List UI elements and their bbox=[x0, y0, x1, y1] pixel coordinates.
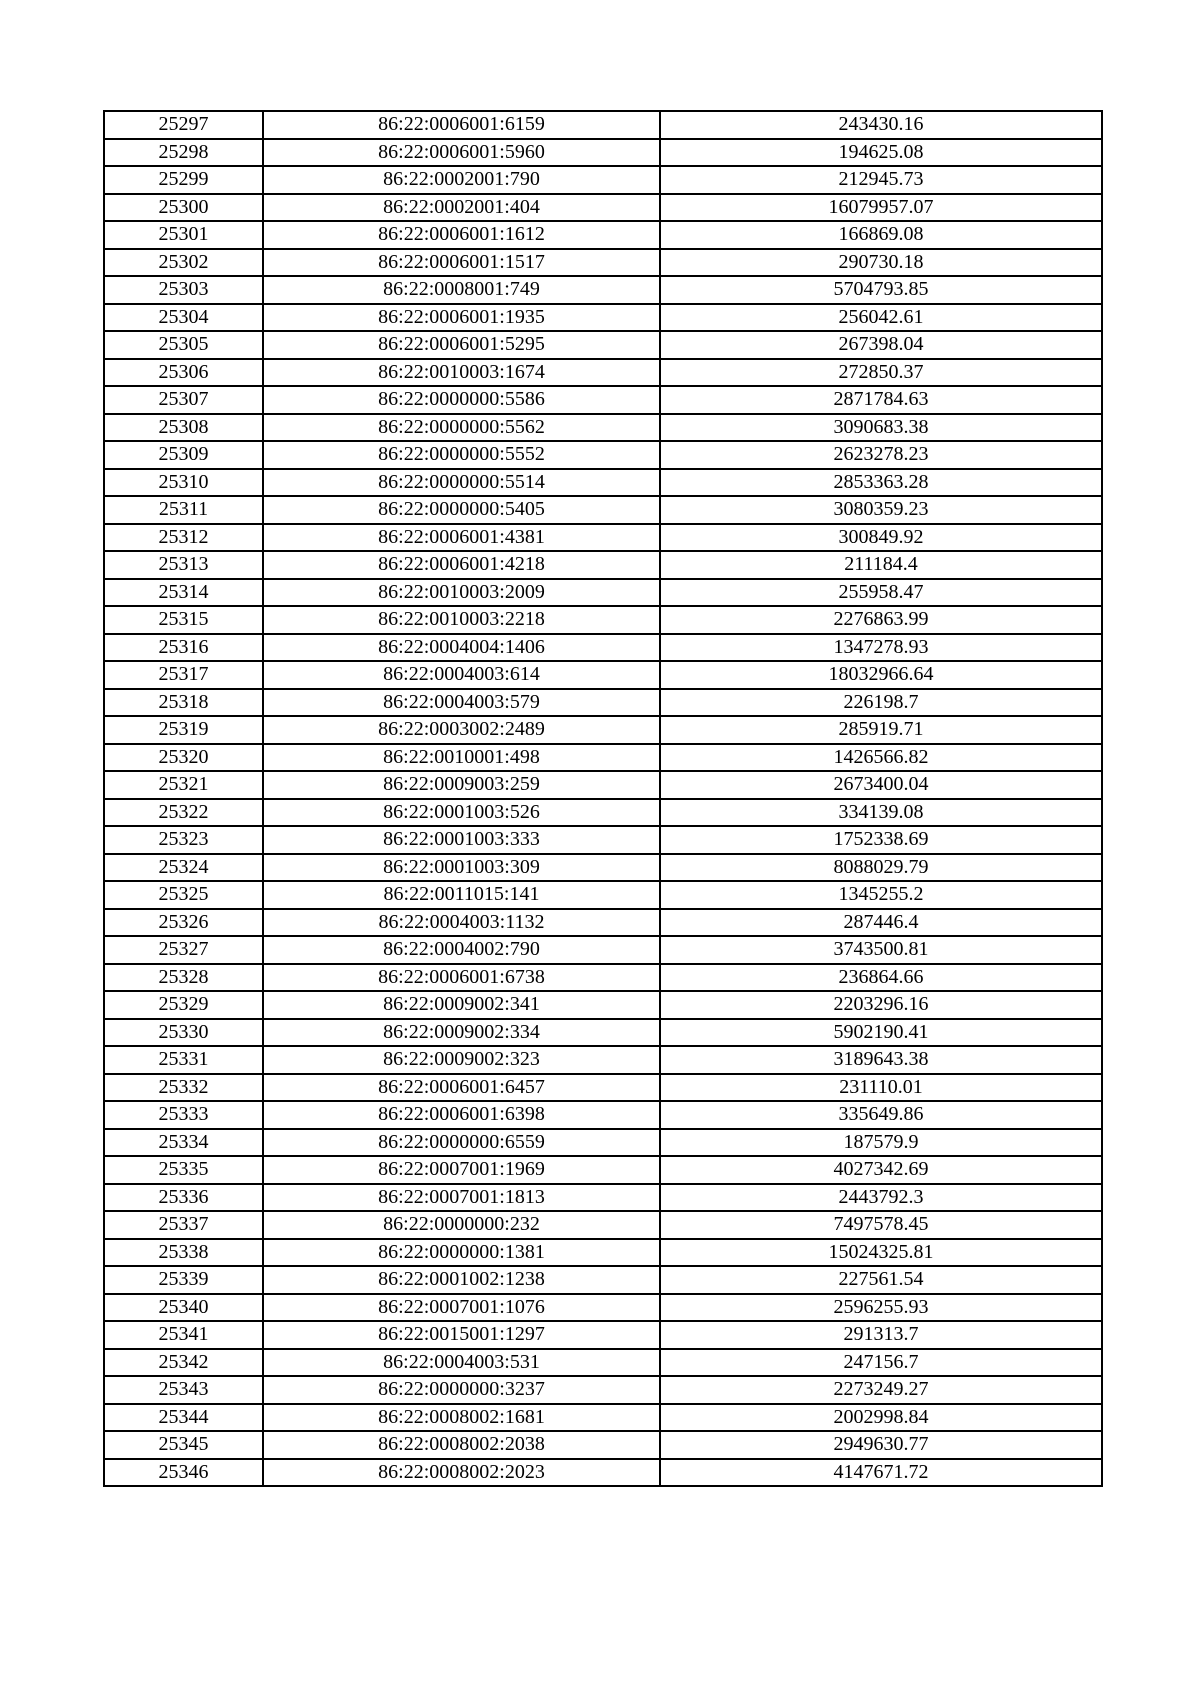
row-number-cell: 25331 bbox=[104, 1046, 263, 1074]
row-number-cell: 25317 bbox=[104, 661, 263, 689]
value-cell: 267398.04 bbox=[660, 331, 1102, 359]
cadastral-number-cell: 86:22:0000000:1381 bbox=[263, 1239, 660, 1267]
table-row bbox=[104, 991, 1102, 1019]
row-number-cell: 25345 bbox=[104, 1431, 263, 1459]
value-cell: 3090683.38 bbox=[660, 414, 1102, 442]
value-cell: 3189643.38 bbox=[660, 1046, 1102, 1074]
cadastral-number-cell: 86:22:0008002:1681 bbox=[263, 1404, 660, 1432]
cadastral-number-cell: 86:22:0000000:3237 bbox=[263, 1376, 660, 1404]
cadastral-number-cell: 86:22:0015001:1297 bbox=[263, 1321, 660, 1349]
cadastral-number-cell: 86:22:0011015:141 bbox=[263, 881, 660, 909]
value-cell: 243430.16 bbox=[660, 111, 1102, 139]
row-number-cell: 25333 bbox=[104, 1101, 263, 1129]
table-row bbox=[104, 1239, 1102, 1267]
cadastral-number-cell: 86:22:0008002:2023 bbox=[263, 1459, 660, 1487]
cadastral-number-cell: 86:22:0006001:4381 bbox=[263, 524, 660, 552]
table-row bbox=[104, 1349, 1102, 1377]
value-cell: 194625.08 bbox=[660, 139, 1102, 167]
row-number-cell: 25309 bbox=[104, 441, 263, 469]
cadastral-number-cell: 86:22:0006001:6159 bbox=[263, 111, 660, 139]
row-number-cell: 25330 bbox=[104, 1019, 263, 1047]
table-row bbox=[104, 964, 1102, 992]
row-number-cell: 25304 bbox=[104, 304, 263, 332]
row-number-cell: 25319 bbox=[104, 716, 263, 744]
value-cell: 3080359.23 bbox=[660, 496, 1102, 524]
cadastral-number-cell: 86:22:0000000:5514 bbox=[263, 469, 660, 497]
table-row bbox=[104, 304, 1102, 332]
value-cell: 2949630.77 bbox=[660, 1431, 1102, 1459]
cadastral-number-cell: 86:22:0000000:232 bbox=[263, 1211, 660, 1239]
table-row bbox=[104, 469, 1102, 497]
cadastral-number-cell: 86:22:0001003:333 bbox=[263, 826, 660, 854]
cadastral-number-cell: 86:22:0007001:1813 bbox=[263, 1184, 660, 1212]
value-cell: 7497578.45 bbox=[660, 1211, 1102, 1239]
row-number-cell: 25332 bbox=[104, 1074, 263, 1102]
row-number-cell: 25314 bbox=[104, 579, 263, 607]
table-row bbox=[104, 689, 1102, 717]
value-cell: 2443792.3 bbox=[660, 1184, 1102, 1212]
row-number-cell: 25299 bbox=[104, 166, 263, 194]
value-cell: 4027342.69 bbox=[660, 1156, 1102, 1184]
value-cell: 2596255.93 bbox=[660, 1294, 1102, 1322]
value-cell: 18032966.64 bbox=[660, 661, 1102, 689]
row-number-cell: 25305 bbox=[104, 331, 263, 359]
cadastral-number-cell: 86:22:0008002:2038 bbox=[263, 1431, 660, 1459]
cadastral-number-cell: 86:22:0006001:5295 bbox=[263, 331, 660, 359]
row-number-cell: 25301 bbox=[104, 221, 263, 249]
row-number-cell: 25328 bbox=[104, 964, 263, 992]
table-row bbox=[104, 1404, 1102, 1432]
value-cell: 247156.7 bbox=[660, 1349, 1102, 1377]
table-row bbox=[104, 826, 1102, 854]
cadastral-number-cell: 86:22:0003002:2489 bbox=[263, 716, 660, 744]
value-cell: 226198.7 bbox=[660, 689, 1102, 717]
value-cell: 16079957.07 bbox=[660, 194, 1102, 222]
table-row bbox=[104, 1129, 1102, 1157]
value-cell: 1345255.2 bbox=[660, 881, 1102, 909]
row-number-cell: 25335 bbox=[104, 1156, 263, 1184]
value-cell: 287446.4 bbox=[660, 909, 1102, 937]
value-cell: 2871784.63 bbox=[660, 386, 1102, 414]
table-row bbox=[104, 854, 1102, 882]
cadastral-number-cell: 86:22:0006001:5960 bbox=[263, 139, 660, 167]
value-cell: 291313.7 bbox=[660, 1321, 1102, 1349]
value-cell: 231110.01 bbox=[660, 1074, 1102, 1102]
value-cell: 166869.08 bbox=[660, 221, 1102, 249]
row-number-cell: 25338 bbox=[104, 1239, 263, 1267]
row-number-cell: 25343 bbox=[104, 1376, 263, 1404]
row-number-cell: 25334 bbox=[104, 1129, 263, 1157]
row-number-cell: 25307 bbox=[104, 386, 263, 414]
table-row bbox=[104, 386, 1102, 414]
cadastral-number-cell: 86:22:0007001:1969 bbox=[263, 1156, 660, 1184]
value-cell: 334139.08 bbox=[660, 799, 1102, 827]
cadastral-number-cell: 86:22:0004003:531 bbox=[263, 1349, 660, 1377]
cadastral-number-cell: 86:22:0000000:5405 bbox=[263, 496, 660, 524]
row-number-cell: 25316 bbox=[104, 634, 263, 662]
row-number-cell: 25321 bbox=[104, 771, 263, 799]
table-row bbox=[104, 771, 1102, 799]
row-number-cell: 25312 bbox=[104, 524, 263, 552]
cadastral-number-cell: 86:22:0002001:790 bbox=[263, 166, 660, 194]
cadastral-number-cell: 86:22:0004003:614 bbox=[263, 661, 660, 689]
cadastral-number-cell: 86:22:0006001:1517 bbox=[263, 249, 660, 277]
table-row bbox=[104, 1294, 1102, 1322]
value-cell: 211184.4 bbox=[660, 551, 1102, 579]
table-row bbox=[104, 276, 1102, 304]
table-row bbox=[104, 744, 1102, 772]
table-row bbox=[104, 1156, 1102, 1184]
table-row bbox=[104, 221, 1102, 249]
row-number-cell: 25323 bbox=[104, 826, 263, 854]
value-cell: 2002998.84 bbox=[660, 1404, 1102, 1432]
value-cell: 2203296.16 bbox=[660, 991, 1102, 1019]
row-number-cell: 25324 bbox=[104, 854, 263, 882]
table-row bbox=[104, 414, 1102, 442]
table-row bbox=[104, 579, 1102, 607]
row-number-cell: 25339 bbox=[104, 1266, 263, 1294]
value-cell: 2853363.28 bbox=[660, 469, 1102, 497]
table-row bbox=[104, 1184, 1102, 1212]
row-number-cell: 25297 bbox=[104, 111, 263, 139]
cadastral-number-cell: 86:22:0010003:2218 bbox=[263, 606, 660, 634]
table-row bbox=[104, 1376, 1102, 1404]
table-row bbox=[104, 359, 1102, 387]
table-row bbox=[104, 1074, 1102, 1102]
table-row bbox=[104, 1046, 1102, 1074]
value-cell: 272850.37 bbox=[660, 359, 1102, 387]
cadastral-number-cell: 86:22:0001003:309 bbox=[263, 854, 660, 882]
table-row bbox=[104, 1459, 1102, 1487]
row-number-cell: 25318 bbox=[104, 689, 263, 717]
value-cell: 290730.18 bbox=[660, 249, 1102, 277]
table-row bbox=[104, 634, 1102, 662]
cadastral-number-cell: 86:22:0007001:1076 bbox=[263, 1294, 660, 1322]
value-cell: 187579.9 bbox=[660, 1129, 1102, 1157]
row-number-cell: 25308 bbox=[104, 414, 263, 442]
row-number-cell: 25303 bbox=[104, 276, 263, 304]
value-cell: 5704793.85 bbox=[660, 276, 1102, 304]
table-row bbox=[104, 249, 1102, 277]
table-row bbox=[104, 661, 1102, 689]
cadastral-number-cell: 86:22:0010003:1674 bbox=[263, 359, 660, 387]
cadastral-number-cell: 86:22:0010001:498 bbox=[263, 744, 660, 772]
row-number-cell: 25341 bbox=[104, 1321, 263, 1349]
table-row bbox=[104, 441, 1102, 469]
row-number-cell: 25320 bbox=[104, 744, 263, 772]
row-number-cell: 25326 bbox=[104, 909, 263, 937]
cadastral-number-cell: 86:22:0009002:341 bbox=[263, 991, 660, 1019]
cadastral-number-cell: 86:22:0000000:6559 bbox=[263, 1129, 660, 1157]
value-cell: 212945.73 bbox=[660, 166, 1102, 194]
row-number-cell: 25298 bbox=[104, 139, 263, 167]
table-row bbox=[104, 524, 1102, 552]
cadastral-number-cell: 86:22:0001003:526 bbox=[263, 799, 660, 827]
value-cell: 4147671.72 bbox=[660, 1459, 1102, 1487]
cadastral-number-cell: 86:22:0000000:5552 bbox=[263, 441, 660, 469]
row-number-cell: 25300 bbox=[104, 194, 263, 222]
table-row bbox=[104, 881, 1102, 909]
value-cell: 236864.66 bbox=[660, 964, 1102, 992]
table-row bbox=[104, 1019, 1102, 1047]
table-row bbox=[104, 331, 1102, 359]
table-row bbox=[104, 799, 1102, 827]
table-row bbox=[104, 1431, 1102, 1459]
cadastral-number-cell: 86:22:0008001:749 bbox=[263, 276, 660, 304]
cadastral-number-cell: 86:22:0009002:334 bbox=[263, 1019, 660, 1047]
table-row bbox=[104, 139, 1102, 167]
value-cell: 3743500.81 bbox=[660, 936, 1102, 964]
value-cell: 2273249.27 bbox=[660, 1376, 1102, 1404]
cadastral-number-cell: 86:22:0009003:259 bbox=[263, 771, 660, 799]
cadastral-number-cell: 86:22:0009002:323 bbox=[263, 1046, 660, 1074]
cadastral-number-cell: 86:22:0010003:2009 bbox=[263, 579, 660, 607]
row-number-cell: 25337 bbox=[104, 1211, 263, 1239]
value-cell: 255958.47 bbox=[660, 579, 1102, 607]
value-cell: 300849.92 bbox=[660, 524, 1102, 552]
cadastral-number-cell: 86:22:0000000:5586 bbox=[263, 386, 660, 414]
row-number-cell: 25336 bbox=[104, 1184, 263, 1212]
cadastral-number-cell: 86:22:0001002:1238 bbox=[263, 1266, 660, 1294]
table-row bbox=[104, 551, 1102, 579]
row-number-cell: 25313 bbox=[104, 551, 263, 579]
row-number-cell: 25322 bbox=[104, 799, 263, 827]
value-cell: 335649.86 bbox=[660, 1101, 1102, 1129]
row-number-cell: 25344 bbox=[104, 1404, 263, 1432]
value-cell: 256042.61 bbox=[660, 304, 1102, 332]
row-number-cell: 25310 bbox=[104, 469, 263, 497]
value-cell: 1426566.82 bbox=[660, 744, 1102, 772]
row-number-cell: 25329 bbox=[104, 991, 263, 1019]
table-row bbox=[104, 166, 1102, 194]
table-row bbox=[104, 496, 1102, 524]
cadastral-number-cell: 86:22:0000000:5562 bbox=[263, 414, 660, 442]
value-cell: 1347278.93 bbox=[660, 634, 1102, 662]
value-cell: 227561.54 bbox=[660, 1266, 1102, 1294]
cadastral-number-cell: 86:22:0006001:6457 bbox=[263, 1074, 660, 1102]
row-number-cell: 25346 bbox=[104, 1459, 263, 1487]
cadastral-number-cell: 86:22:0006001:1612 bbox=[263, 221, 660, 249]
row-number-cell: 25311 bbox=[104, 496, 263, 524]
row-number-cell: 25302 bbox=[104, 249, 263, 277]
value-cell: 5902190.41 bbox=[660, 1019, 1102, 1047]
value-cell: 2276863.99 bbox=[660, 606, 1102, 634]
cadastral-number-cell: 86:22:0006001:4218 bbox=[263, 551, 660, 579]
row-number-cell: 25325 bbox=[104, 881, 263, 909]
row-number-cell: 25327 bbox=[104, 936, 263, 964]
value-cell: 285919.71 bbox=[660, 716, 1102, 744]
cadastral-number-cell: 86:22:0002001:404 bbox=[263, 194, 660, 222]
row-number-cell: 25340 bbox=[104, 1294, 263, 1322]
value-cell: 1752338.69 bbox=[660, 826, 1102, 854]
cadastral-number-cell: 86:22:0006001:6738 bbox=[263, 964, 660, 992]
table-row bbox=[104, 1101, 1102, 1129]
cadastral-number-cell: 86:22:0006001:6398 bbox=[263, 1101, 660, 1129]
row-number-cell: 25306 bbox=[104, 359, 263, 387]
table-row bbox=[104, 1321, 1102, 1349]
cadastral-value-table bbox=[103, 110, 1103, 1487]
table-row bbox=[104, 194, 1102, 222]
cadastral-number-cell: 86:22:0006001:1935 bbox=[263, 304, 660, 332]
value-cell: 15024325.81 bbox=[660, 1239, 1102, 1267]
table-row bbox=[104, 1211, 1102, 1239]
table-row bbox=[104, 936, 1102, 964]
row-number-cell: 25315 bbox=[104, 606, 263, 634]
value-cell: 8088029.79 bbox=[660, 854, 1102, 882]
table-row bbox=[104, 1266, 1102, 1294]
row-number-cell: 25342 bbox=[104, 1349, 263, 1377]
value-cell: 2623278.23 bbox=[660, 441, 1102, 469]
cadastral-number-cell: 86:22:0004003:579 bbox=[263, 689, 660, 717]
table-body bbox=[104, 111, 1102, 1486]
cadastral-number-cell: 86:22:0004002:790 bbox=[263, 936, 660, 964]
table-row bbox=[104, 909, 1102, 937]
cadastral-number-cell: 86:22:0004004:1406 bbox=[263, 634, 660, 662]
table-row bbox=[104, 606, 1102, 634]
value-cell: 2673400.04 bbox=[660, 771, 1102, 799]
table-row bbox=[104, 111, 1102, 139]
table-row bbox=[104, 716, 1102, 744]
cadastral-number-cell: 86:22:0004003:1132 bbox=[263, 909, 660, 937]
